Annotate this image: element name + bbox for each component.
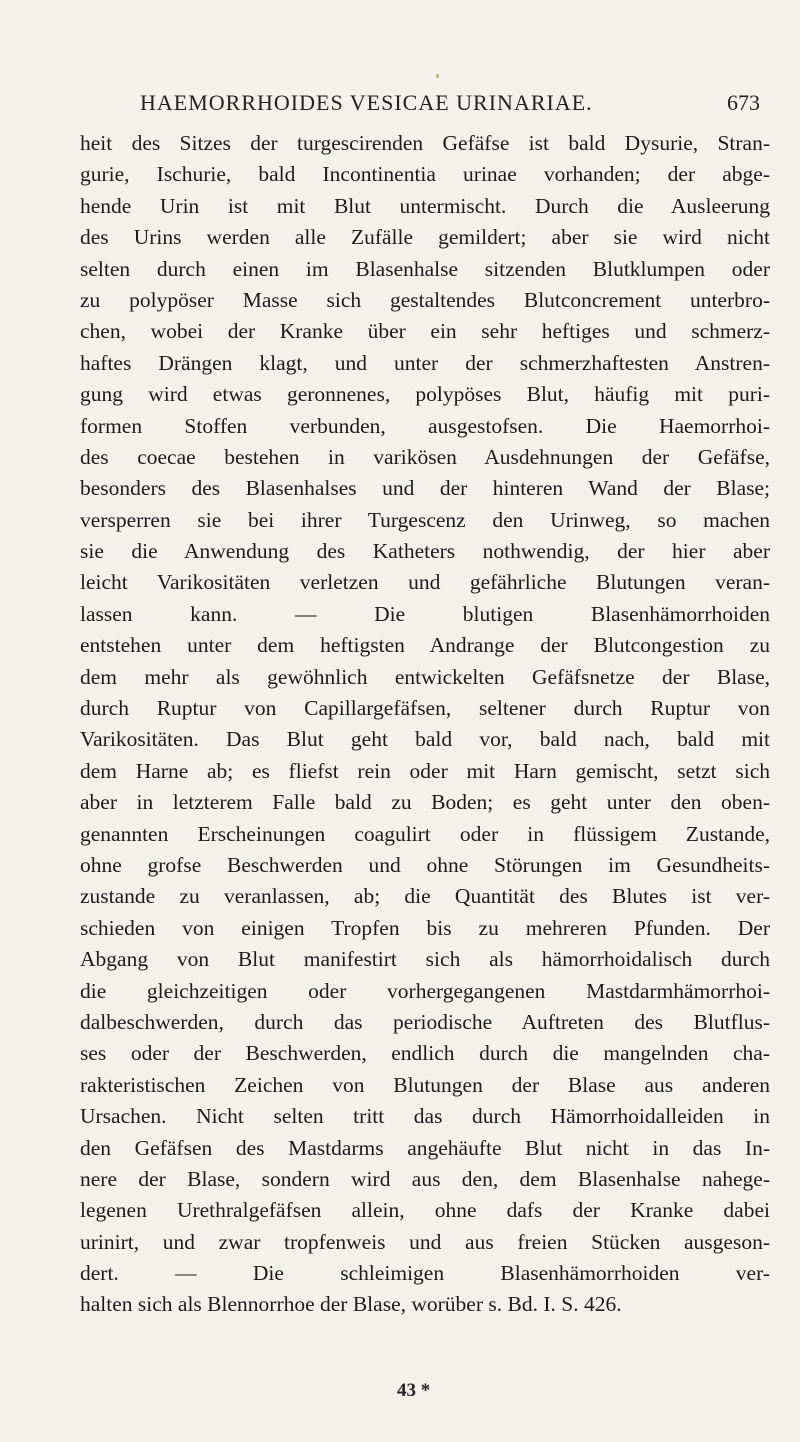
text-line: aber in letzterem Falle bald zu Boden; es geht unter den oben- (80, 790, 770, 815)
text-line: chen, wobei der Kranke über ein sehr heftiges und schmerz- (80, 319, 770, 344)
text-line: sie die Anwendung des Katheters nothwendig, der hier aber (80, 539, 770, 564)
paper-speck (436, 74, 439, 78)
text-line: gurie, Ischurie, bald Incontinentia urinae vorhanden; der abge- (80, 162, 770, 187)
text-line: ses oder der Beschwerden, endlich durch die mangelnden cha- (80, 1041, 770, 1066)
text-line: legenen Urethralgefäfsen allein, ohne dafs der Kranke dabei (80, 1198, 770, 1223)
text-line: ohne grofse Beschwerden und ohne Störungen im Gesundheits- (80, 852, 770, 877)
text-line: den Gefäfsen des Mastdarms angehäufte Blut nicht in das In- (80, 1135, 770, 1160)
text-line: urinirt, und zwar tropfenweis und aus freien Stücken ausgeson- (80, 1229, 770, 1254)
text-line: haftes Drängen klagt, und unter der schmerzhaftesten Anstren- (80, 350, 770, 375)
text-line: die gleichzeitigen oder vorhergegangenen Mastdarmhämorrhoi- (80, 978, 770, 1003)
text-line: Varikositäten. Das Blut geht bald vor, bald nach, bald mit (80, 727, 770, 752)
text-line: lassen kann. — Die blutigen Blasenhämorrhoiden (80, 601, 770, 626)
running-head (140, 90, 760, 122)
text-line: heit des Sitzes der turgescirenden Gefäfse ist bald Dysurie, Stran- (80, 131, 770, 155)
text-line: besonders des Blasenhalses und der hinteren Wand der Blase; (80, 476, 770, 501)
text-line: hende Urin ist mit Blut untermischt. Durch die Ausleerung (80, 193, 770, 218)
text-line: Ursachen. Nicht selten tritt das durch Hämorrhoidalleiden in (80, 1104, 770, 1129)
text-line: dem Harne ab; es fliefst rein oder mit Harn gemischt, setzt sich (80, 758, 770, 783)
text-line: des Urins werden alle Zufälle gemildert; aber sie wird nicht (80, 225, 770, 250)
page-number: 673 (727, 90, 760, 115)
signature-mark: 43 * (397, 1380, 431, 1401)
text-line: rakteristischen Zeichen von Blutungen der Blase aus anderen (80, 1072, 770, 1097)
text-line: dert. — Die schleimigen Blasenhämorrhoiden ver- (80, 1261, 770, 1286)
body-text (80, 128, 770, 1321)
text-line: genannten Erscheinungen coagulirt oder in flüssigem Zustande, (80, 821, 770, 846)
text-line: des coecae bestehen in varikösen Ausdehnungen der Gefäfse, (80, 444, 770, 469)
running-title: HAEMORRHOIDES VESICAE URINARIAE. (140, 90, 593, 115)
text-line: versperren sie bei ihrer Turgescenz den Urinweg, so machen (80, 507, 770, 532)
text-line: zustande zu veranlassen, ab; die Quantität des Blutes ist ver- (80, 884, 770, 909)
text-line: Abgang von Blut manifestirt sich als hämorrhoidalisch durch (80, 947, 770, 972)
text-line: formen Stoffen verbunden, ausgestofsen. Die Haemorrhoi- (80, 413, 770, 438)
text-line: selten durch einen im Blasenhalse sitzenden Blutklumpen oder (80, 256, 770, 281)
text-line: dem mehr als gewöhnlich entwickelten Gefäfsnetze der Blase, (80, 664, 770, 689)
text-line: gung wird etwas geronnenes, polypöses Blut, häufig mit puri- (80, 382, 770, 407)
text-line: dalbeschwerden, durch das periodische Auftreten des Blutflus- (80, 1009, 770, 1034)
text-line: durch Ruptur von Capillargefäfsen, seltener durch Ruptur von (80, 696, 770, 721)
text-line: zu polypöser Masse sich gestaltendes Blutconcrement unterbro- (80, 287, 770, 312)
text-line: nere der Blase, sondern wird aus den, dem Blasenhalse nahege- (80, 1166, 770, 1191)
text-line: leicht Varikositäten verletzen und gefährliche Blutungen veran- (80, 570, 770, 595)
text-line: entstehen unter dem heftigsten Andrange der Blutcongestion zu (80, 633, 770, 658)
text-line: halten sich als Blennorrhoe der Blase, worüber s. Bd. I. S. 426. (80, 1292, 622, 1317)
text-line: schieden von einigen Tropfen bis zu mehreren Pfunden. Der (80, 915, 770, 940)
